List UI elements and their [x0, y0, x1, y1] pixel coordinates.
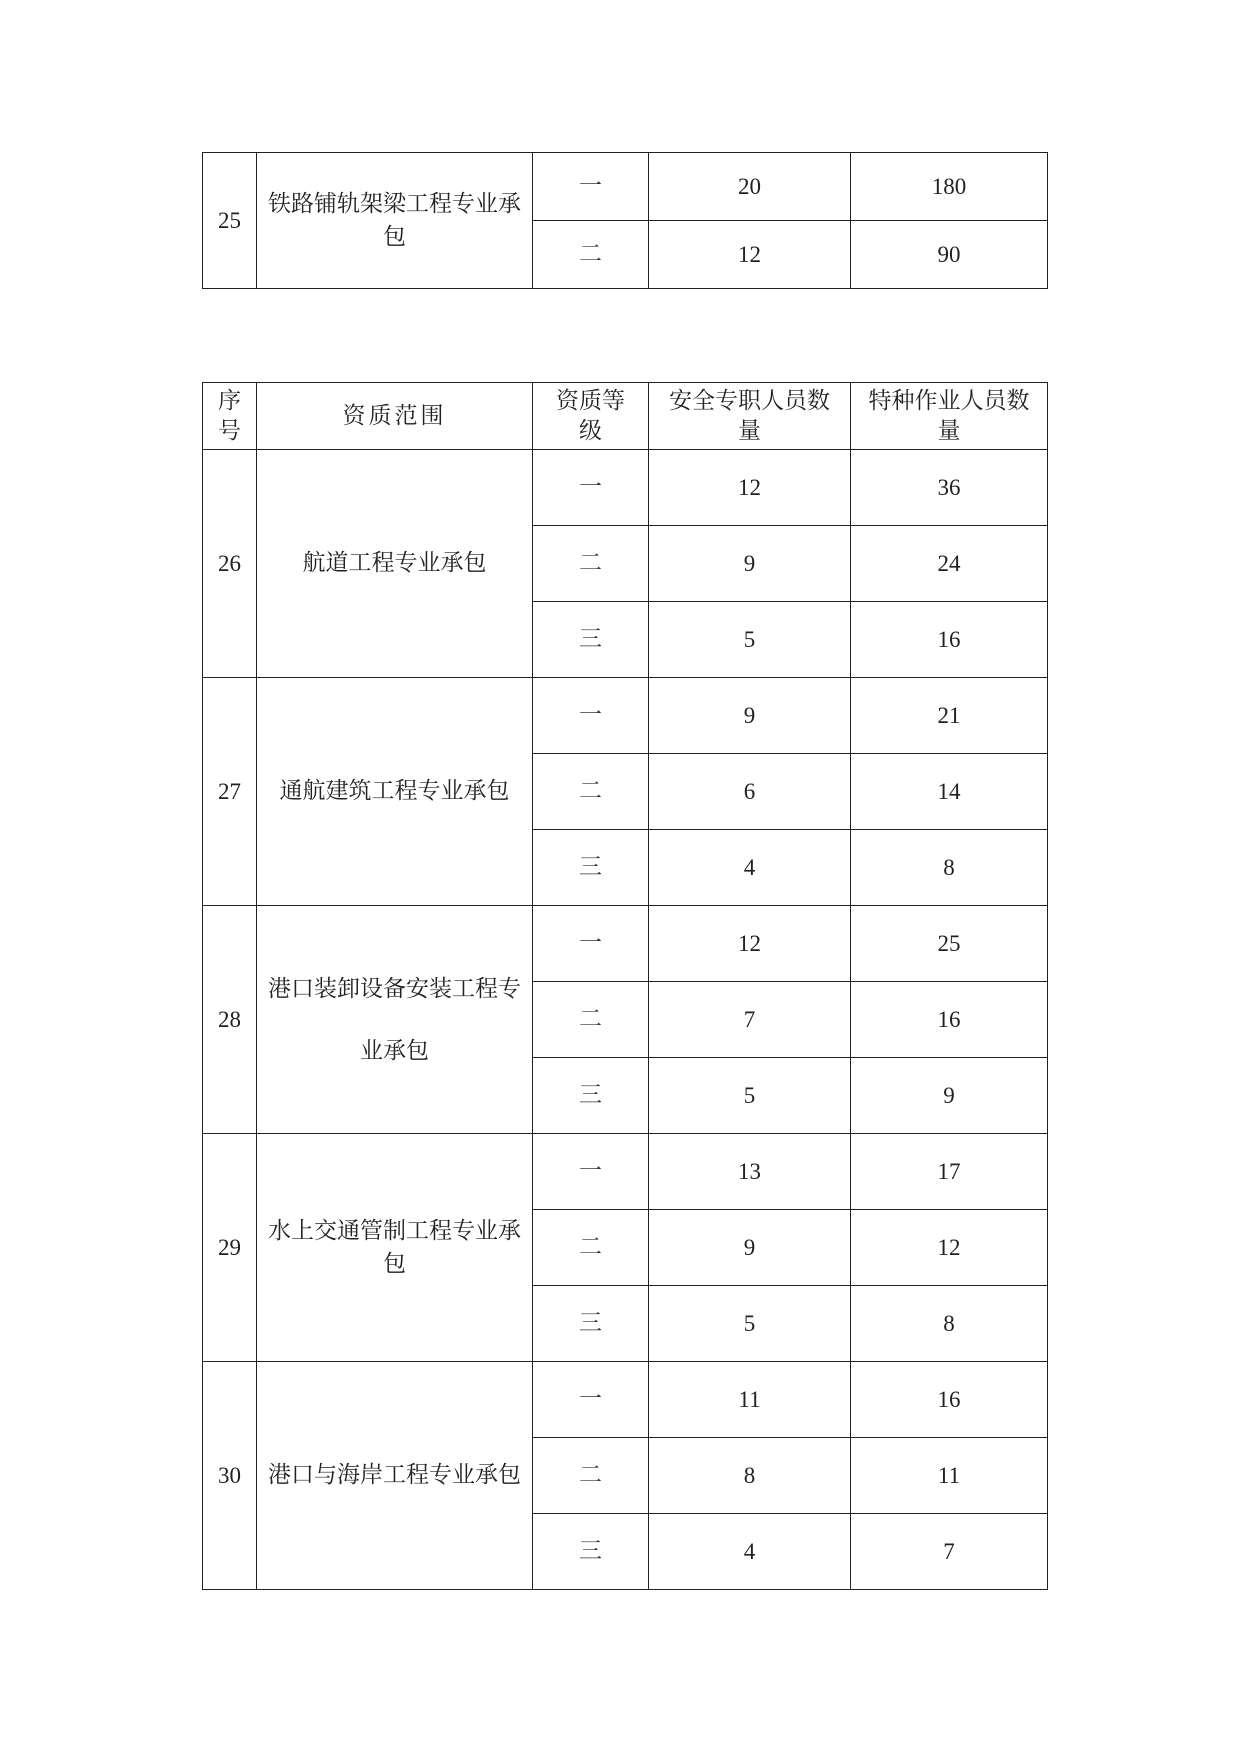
- safety-staff-cell: 9: [649, 526, 851, 602]
- header-grade: 资质等级: [533, 383, 649, 450]
- special-staff-cell: 180: [851, 153, 1048, 221]
- safety-staff-cell: 11: [649, 1362, 851, 1438]
- special-staff-cell: 16: [851, 1362, 1048, 1438]
- table-header-row: [203, 383, 1048, 450]
- special-staff-cell: 25: [851, 906, 1048, 982]
- grade-cell: 二: [533, 1438, 649, 1514]
- grade-cell: 三: [533, 1286, 649, 1362]
- grade-cell: 三: [533, 830, 649, 906]
- scope-cell: 港口与海岸工程专业承包: [257, 1362, 533, 1590]
- special-staff-cell: 16: [851, 602, 1048, 678]
- special-staff-cell: 16: [851, 982, 1048, 1058]
- safety-staff-cell: 9: [649, 678, 851, 754]
- safety-staff-cell: 4: [649, 830, 851, 906]
- header-seq: 序号: [203, 383, 257, 450]
- qualification-table-continued: [202, 152, 1048, 289]
- safety-staff-cell: 5: [649, 602, 851, 678]
- special-staff-cell: 21: [851, 678, 1048, 754]
- scope-cell: 航道工程专业承包: [257, 450, 533, 678]
- scope-cell: 铁路铺轨架梁工程专业承包: [257, 153, 533, 289]
- special-staff-cell: 36: [851, 450, 1048, 526]
- grade-cell: 二: [533, 526, 649, 602]
- table-row: [203, 906, 1048, 982]
- grade-cell: 一: [533, 450, 649, 526]
- seq-cell: 28: [203, 906, 257, 1134]
- seq-cell: 27: [203, 678, 257, 906]
- grade-cell: 二: [533, 221, 649, 289]
- safety-staff-cell: 9: [649, 1210, 851, 1286]
- safety-staff-cell: 4: [649, 1514, 851, 1590]
- grade-cell: 二: [533, 754, 649, 830]
- special-staff-cell: 14: [851, 754, 1048, 830]
- header-special-staff: 特种作业人员数量: [851, 383, 1048, 450]
- safety-staff-cell: 12: [649, 221, 851, 289]
- table-row: [203, 1134, 1048, 1210]
- seq-cell: 29: [203, 1134, 257, 1362]
- seq-cell: 25: [203, 153, 257, 289]
- safety-staff-cell: 8: [649, 1438, 851, 1514]
- safety-staff-cell: 13: [649, 1134, 851, 1210]
- grade-cell: 二: [533, 1210, 649, 1286]
- qualification-table: [202, 382, 1048, 1590]
- grade-cell: 一: [533, 153, 649, 221]
- scope-cell: 水上交通管制工程专业承包: [257, 1134, 533, 1362]
- special-staff-cell: 17: [851, 1134, 1048, 1210]
- safety-staff-cell: 7: [649, 982, 851, 1058]
- safety-staff-cell: 5: [649, 1286, 851, 1362]
- safety-staff-cell: 5: [649, 1058, 851, 1134]
- grade-cell: 一: [533, 1134, 649, 1210]
- table-row: [203, 1362, 1048, 1438]
- scope-cell: 港口装卸设备安装工程专业承包: [257, 906, 533, 1134]
- special-staff-cell: 12: [851, 1210, 1048, 1286]
- special-staff-cell: 90: [851, 221, 1048, 289]
- grade-cell: 三: [533, 602, 649, 678]
- table-row: [203, 153, 1048, 221]
- safety-staff-cell: 12: [649, 906, 851, 982]
- special-staff-cell: 9: [851, 1058, 1048, 1134]
- grade-cell: 一: [533, 1362, 649, 1438]
- grade-cell: 一: [533, 906, 649, 982]
- header-scope: 资质范围: [257, 383, 533, 450]
- safety-staff-cell: 6: [649, 754, 851, 830]
- safety-staff-cell: 20: [649, 153, 851, 221]
- seq-cell: 26: [203, 450, 257, 678]
- safety-staff-cell: 12: [649, 450, 851, 526]
- special-staff-cell: 11: [851, 1438, 1048, 1514]
- grade-cell: 二: [533, 982, 649, 1058]
- special-staff-cell: 8: [851, 1286, 1048, 1362]
- special-staff-cell: 24: [851, 526, 1048, 602]
- grade-cell: 三: [533, 1514, 649, 1590]
- scope-cell: 通航建筑工程专业承包: [257, 678, 533, 906]
- table-row: [203, 678, 1048, 754]
- seq-cell: 30: [203, 1362, 257, 1590]
- header-safety-staff: 安全专职人员数量: [649, 383, 851, 450]
- special-staff-cell: 7: [851, 1514, 1048, 1590]
- table-row: [203, 450, 1048, 526]
- special-staff-cell: 8: [851, 830, 1048, 906]
- grade-cell: 三: [533, 1058, 649, 1134]
- grade-cell: 一: [533, 678, 649, 754]
